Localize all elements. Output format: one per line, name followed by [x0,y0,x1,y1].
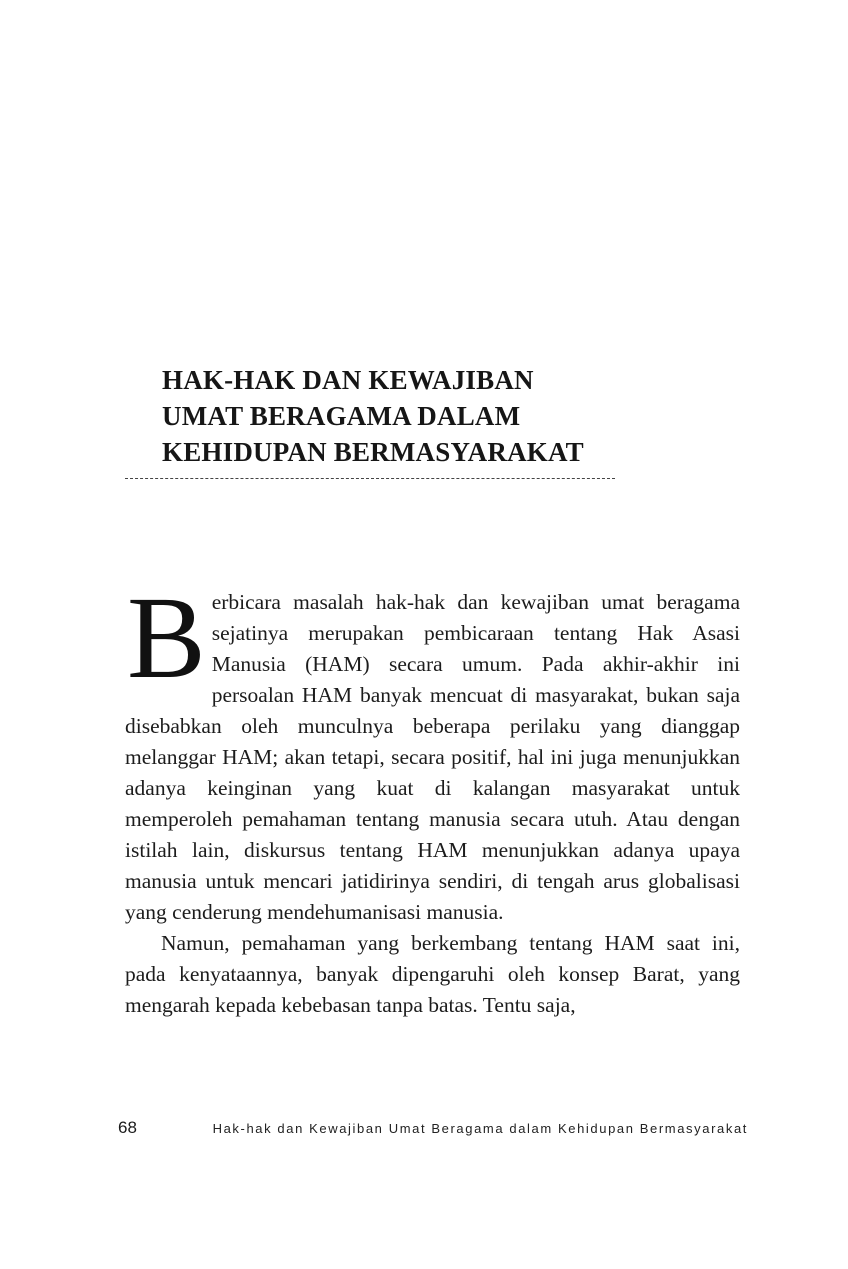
page-number: 68 [118,1118,137,1137]
chapter-title-line-3: KEHIDUPAN BERMASYARAKAT [162,437,584,467]
title-divider [125,478,615,479]
chapter-title [162,362,682,470]
drop-cap: B [127,572,206,703]
body-text [125,572,740,1021]
chapter-title-line-2: UMAT BERAGAMA DALAM [162,401,521,431]
page-footer [118,1118,748,1142]
running-title: Hak-hak dan Kewajiban Umat Beragama dalam Kehidupan Bermasyarakat [212,1121,748,1136]
paragraph-1-text: erbicara masalah hak-hak dan kewajiban umat beragama sejatinya merupakan pembicaraan tentang Hak Asasi Manusia (HAM) secara umum. Pada akhir-akhir ini persoalan HAM banyak mencuat di masyarakat, bukan saja disebabkan oleh munculnya beberapa perilaku yang dianggap melanggar HAM; akan tetapi, secara positif, hal ini juga menunjukkan adanya keinginan yang kuat di kalangan masyarakat untuk memperoleh pemahaman tentang manusia secara utuh. Atau dengan istilah lain, diskursus tentang HAM menunjukkan adanya upaya manusia untuk mencari jatidirinya sendiri, di tengah arus globalisasi yang cenderung mendehumanisasi manusia. [125,590,740,924]
paragraph-1 [125,572,740,928]
chapter-title-line-1: HAK-HAK DAN KEWAJIBAN [162,365,534,395]
paragraph-2: Namun, pemahaman yang berkembang tentang HAM saat ini, pada kenyataannya, banyak dipengaruhi oleh konsep Barat, yang mengarah kepada kebebasan tanpa batas. Tentu saja, [125,931,740,1017]
